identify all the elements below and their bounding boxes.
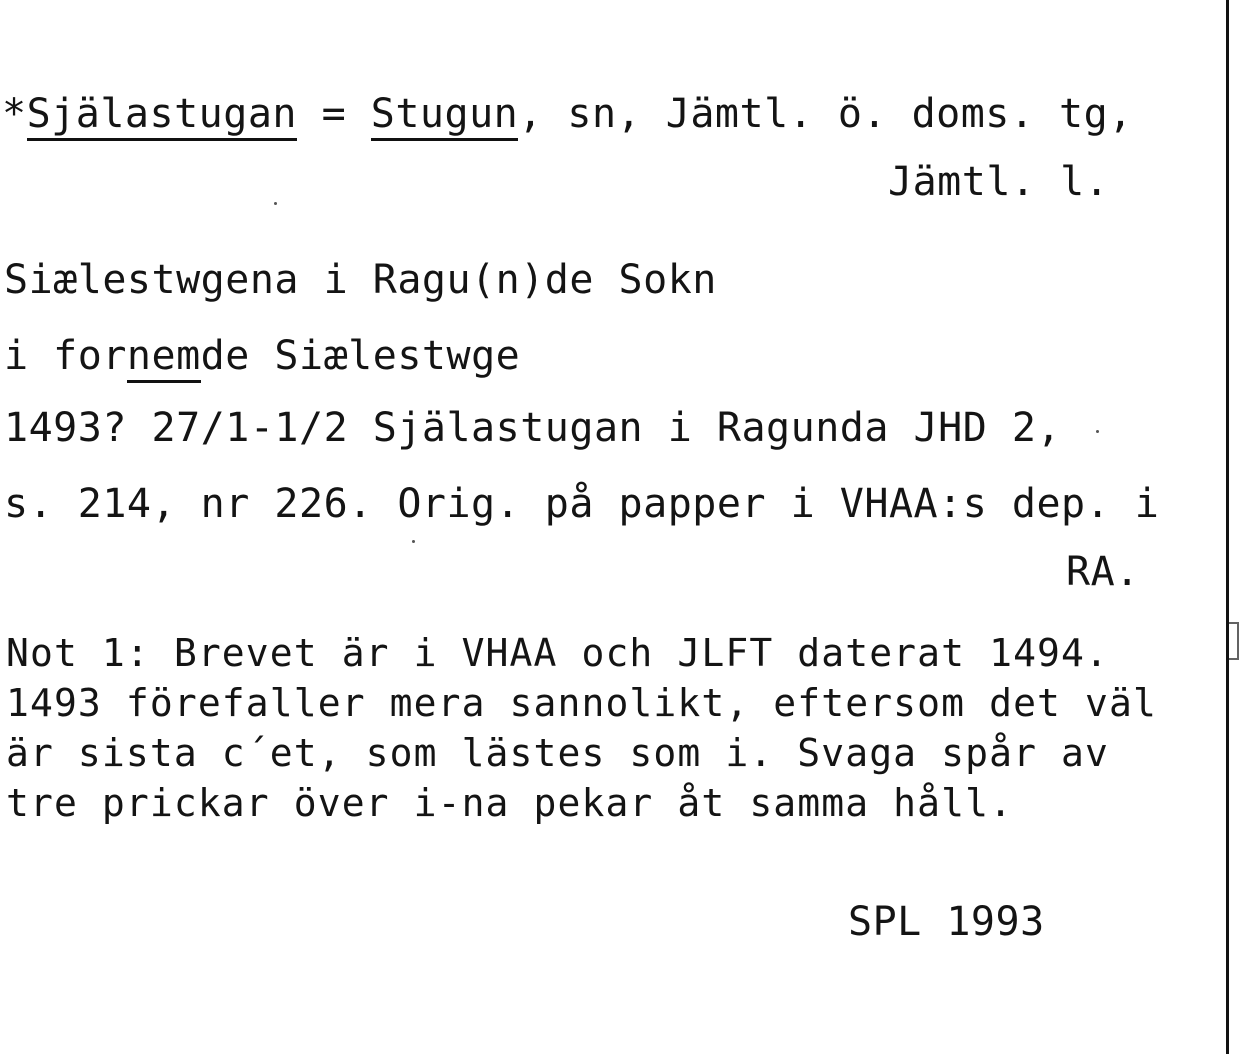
underlined-syllable: nem: [127, 333, 201, 383]
paper-speck: [1096, 430, 1099, 433]
historical-form-1: Siælestwgena i Ragu(n)de Sokn: [4, 257, 717, 303]
reference-name: Stugun: [371, 91, 519, 141]
heading-line-2: Jämtl. l.: [888, 159, 1110, 205]
paper-speck: [412, 540, 415, 543]
note-line-4: tre prickar över i-na pekar åt samma håll.: [6, 781, 1014, 825]
card-right-edge: [1226, 0, 1229, 1054]
note-line-3: är sista c´et, som lästes som i. Svaga spår av: [6, 731, 1109, 775]
source-line-2: s. 214, nr 226. Orig. på papper i VHAA:s dep. i: [4, 481, 1160, 527]
asterisk-mark: *: [2, 91, 27, 137]
heading-rest: , sn, Jämtl. ö. doms. tg,: [518, 91, 1133, 137]
heading-line: [2, 90, 1133, 138]
paper-speck: [274, 202, 277, 205]
signature: SPL 1993: [848, 899, 1045, 945]
source-line-3: RA.: [1066, 549, 1140, 595]
headword: Själastugan: [27, 91, 297, 141]
equals-sign: =: [297, 91, 371, 137]
historical-form-2: i fornemde Siælestwge: [4, 332, 520, 380]
edge-mark: [1229, 622, 1239, 660]
note-line-1: Not 1: Brevet är i VHAA och JLFT daterat 1494.: [6, 631, 1109, 675]
note-line-2: 1493 förefaller mera sannolikt, eftersom det väl: [6, 681, 1157, 725]
source-line-1: 1493? 27/1-1/2 Själastugan i Ragunda JHD 2,: [4, 405, 1062, 451]
